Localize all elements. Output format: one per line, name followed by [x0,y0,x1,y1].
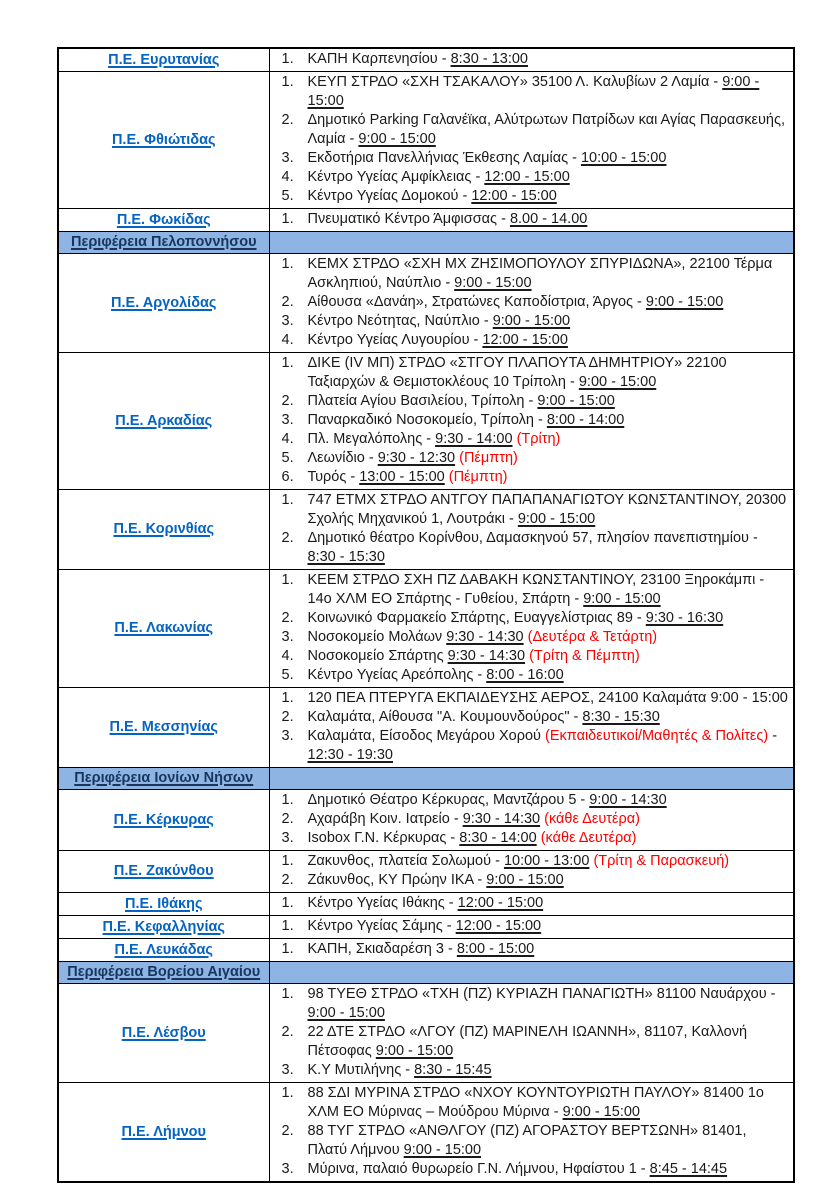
region-label-cell [58,570,269,688]
location-text: Κοινωνικό Φαρμακείο Σπάρτης, Ευαγγελίστριας 89 - [307,610,646,626]
item-number: 2. [281,530,294,546]
region-label-cell [58,916,269,939]
location-text: Κέντρο Υγείας Δομοκού - [307,188,472,204]
time-range: 8:30 - 13:00 [450,51,528,67]
location-item [270,73,790,111]
item-number: 1. [281,690,294,706]
item-text [308,1084,790,1122]
item-text [308,609,790,628]
schedule-table-body [58,48,794,1182]
item-number: 1. [281,256,294,272]
section-band-label-cell [58,232,269,254]
location-text: Δημοτικό Θέατρο Κέρκυρας, Μαντζάρου 5 - [307,792,590,808]
item-number: 2. [281,1024,294,1040]
item-number: 4. [281,332,294,348]
section-band-label-cell [58,962,269,984]
time-range: 9:00 - 15:00 [492,313,571,329]
location-item [270,449,790,468]
location-item [270,468,790,487]
location-item [270,810,790,829]
location-text: Πλ. Μεγαλόπολης - [307,431,436,447]
time-range: 12:00 - 15:00 [457,895,544,911]
time-range: 9:00 - 15:00 [454,275,532,291]
time-range: 12:00 - 15:00 [455,918,542,934]
item-number: 1. [281,355,294,371]
item-number: 1. [281,853,294,869]
region-link-arkadias[interactable]: Π.Ε. Αρκαδίας [115,412,213,429]
location-item [270,312,790,331]
location-text: Νοσοκομείο Σπάρτης [307,648,448,664]
time-range: 13:00 - 15:00 [359,469,445,485]
location-text: Ζακυνθος, πλατεία Σολωμού - [307,853,504,869]
locations-cell [269,490,794,570]
location-item [270,529,790,567]
time-range: 8:45 - 14:45 [649,1161,728,1177]
item-number: 4. [281,648,294,664]
item-number: 1. [281,941,294,957]
location-text: Κ.Υ Μυτιλήνης - [307,1062,415,1078]
item-number: 2. [281,709,294,725]
time-range: 9:30 - 16:30 [645,610,724,626]
time-range: 9:00 - 15:00 [562,1104,640,1120]
location-item [270,111,790,149]
section-link-ionion-nison[interactable]: Περιφέρεια Ιονίων Νήσων [74,770,254,786]
locations-cell [269,48,794,72]
item-text [308,829,790,848]
region-row-korinthias [58,490,794,570]
item-number: 3. [281,728,294,744]
item-number: 3. [281,830,294,846]
region-row-lesvou [58,984,794,1083]
region-row-limnou [58,1083,794,1183]
location-item [270,1061,790,1080]
location-item [270,871,790,890]
time-range: 8:30 - 15:30 [307,549,385,565]
region-link-korinthias[interactable]: Π.Ε. Κορινθίας [113,521,215,537]
region-row-ithakis [58,893,794,916]
location-text: - [768,728,778,744]
item-number: 2. [281,811,294,827]
locations-cell [269,790,794,851]
time-range: 8:30 - 15:45 [414,1062,492,1078]
locations-cell [269,688,794,768]
item-text [308,312,790,331]
location-text: Μύρινα, παλαιό θυρωρείο Γ.Ν. Λήμνου, Ηφαίστου 1 - [307,1161,650,1177]
section-band-peloponnisou [58,232,794,254]
item-number: 4. [281,169,294,185]
location-text: Καλαμάτα, Είσοδος Μεγάρου Χορού [307,728,546,744]
locations-cell [269,209,794,232]
region-label-cell [58,209,269,232]
item-number: 2. [281,610,294,626]
time-range: 9:00 - 15:00 [307,74,760,109]
time-range: 9:30 - 12:30 [377,450,456,466]
time-range: 8.00 - 14.00 [509,211,588,227]
location-text: Νοσοκομείο Μολάων [307,629,447,645]
item-text [308,666,790,685]
item-text [308,255,790,293]
location-text: Κέντρο Υγείας Ιθάκης - [307,895,458,911]
item-text [308,529,790,567]
item-text [308,491,790,529]
time-range: 12:00 - 15:00 [484,169,570,185]
location-item [270,940,790,959]
location-text: Κέντρο Υγείας Λυγουρίου - [307,332,483,348]
item-number: 1. [281,895,294,911]
region-row-kerkyras [58,790,794,851]
location-item [270,708,790,727]
location-item [270,411,790,430]
region-label-cell [58,254,269,353]
location-text: 98 ΤΥΕΘ ΣΤΡΔΟ «ΤΧΗ (ΠΖ) ΚΥΡΙΑΖΗ ΠΑΝΑΓΙΩΤΗ» 81100 Ναυάρχου - [307,986,776,1002]
region-link-fokidas[interactable]: Π.Ε. Φωκίδας [116,211,211,228]
item-text [308,411,790,430]
location-text: ΚΕΕΜ ΣΤΡΔΟ ΣΧΗ ΠΖ ΔΑΒΑΚΗ ΚΩΝΣΤΑΝΤΙΝΟΥ, 23100 Ξηροκάμπι - 14ο ΧΛΜ ΕΟ Σπάρτης - Γυθείου, Σπάρτη - [307,572,765,607]
section-link-voreiou-aigaiou[interactable]: Περιφέρεια Βορείου Αιγαίου [67,964,261,980]
region-link-lakonias[interactable]: Π.Ε. Λακωνίας [114,620,214,636]
day-note: (Τρίτη & Πέμπτη) [529,648,640,664]
item-number: 2. [281,112,294,128]
location-text: 120 ΠΕΑ ΠΤΕΡΥΓΑ ΕΚΠΑΙΔΕΥΣΗΣ ΑΕΡΟΣ, 24100 Καλαμάτα 9:00 - 15:00 [307,690,788,706]
location-item [270,255,790,293]
region-row-lakonias [58,570,794,688]
item-text [308,331,790,350]
location-item [270,894,790,913]
item-text [308,50,790,69]
item-text [308,449,790,468]
item-number: 5. [281,450,294,466]
time-range: 12:30 - 19:30 [307,747,393,763]
section-band-empty-cell [269,962,794,984]
region-label-cell [58,48,269,72]
location-text: ΚΑΠΗ, Σκιαδαρέση 3 - [307,941,457,957]
location-item [270,985,790,1023]
location-item [270,917,790,936]
location-item [270,50,790,69]
location-item [270,331,790,350]
region-label-cell [58,1083,269,1183]
item-text [308,985,790,1023]
location-text: Κέντρο Νεότητας, Ναύπλιο - [307,313,493,329]
time-range: 9:00 - 15:00 [307,1005,385,1021]
region-link-zakynthou[interactable]: Π.Ε. Ζακύνθου [113,863,214,879]
day-note: (κάθε Δευτέρα) [544,811,640,827]
item-text [308,468,790,487]
item-number: 1. [281,51,294,67]
location-text: Παναρκαδικό Νοσοκομείο, Τρίπολη - [307,412,547,428]
location-item [270,727,790,765]
region-label-cell [58,72,269,209]
item-text [308,430,790,449]
location-item [270,1023,790,1061]
item-text [308,689,790,708]
item-text [308,187,790,206]
item-text [308,1122,790,1160]
item-text [308,1023,790,1061]
locations-cell [269,1083,794,1183]
location-text: Δημοτικό Parking Γαλανέϊκα, Αλύτρωτων Πατρίδων και Αγίας Παρασκευής, Λαμία - [307,112,785,147]
section-band-ionion-nison [58,768,794,790]
location-item [270,647,790,666]
time-range: 8:00 - 16:00 [486,667,564,683]
time-range: 8:30 - 15:30 [582,709,660,725]
day-note: (κάθε Δευτέρα) [540,830,637,846]
item-text [308,1061,790,1080]
time-range: 9:00 - 15:00 [358,131,436,147]
item-text [308,810,790,829]
time-range: 8:00 - 15:00 [456,941,535,957]
region-link-kefallinias[interactable]: Π.Ε. Κεφαλληνίας [102,918,225,935]
region-label-cell [58,790,269,851]
region-row-arkadias [58,353,794,490]
item-number: 3. [281,1161,294,1177]
day-note: (Τρίτη) [516,431,561,447]
location-text: 88 ΣΔΙ ΜΥΡΙΝΑ ΣΤΡΔΟ «ΝΧΟΥ ΚΟΥΝΤΟΥΡΙΩΤΗ ΠΑΥΛΟΥ» 81400 1ο ΧΛΜ ΕΟ Μύρινας – Μούδρου Μύρινα - [307,1085,764,1120]
location-text: Κέντρο Υγείας Σάμης - [307,918,456,934]
time-range: 10:00 - 15:00 [580,150,667,166]
day-note: (Πέμπτη) [448,469,508,485]
region-label-cell [58,490,269,570]
item-text [308,149,790,168]
location-item [270,1160,790,1179]
location-item [270,791,790,810]
time-range: 8:30 - 14:00 [459,830,537,846]
location-item [270,689,790,708]
location-item [270,609,790,628]
location-item [270,149,790,168]
location-item [270,210,790,229]
time-range: 9:30 - 14:30 [446,629,524,645]
item-number: 1. [281,211,294,227]
item-text [308,708,790,727]
item-text [308,647,790,666]
vaccination-locations-table [57,47,795,1183]
region-link-argolidas[interactable]: Π.Ε. Αργολίδας [111,294,217,311]
location-text: ΔΙΚΕ (IV ΜΠ) ΣΤΡΔΟ «ΣΤΓΟΥ ΠΛΑΠΟΥΤΑ ΔΗΜΗΤΡΙΟΥ» 22100 Ταξιαρχών & Θεμιστοκλέους 10 Τρίπολη - [307,355,727,390]
region-row-fthiotidas [58,72,794,209]
item-number: 3. [281,150,294,166]
location-text: 747 ΕΤΜΧ ΣΤΡΔΟ ΑΝΤΓΟΥ ΠΑΠΑΠΑΝΑΓΙΩΤΟΥ ΚΩΝΣΤΑΝΤΙΝΟΥ, 20300 Σχολής Μηχανικού 1, Λουτράκι - [307,492,787,527]
location-item [270,430,790,449]
item-number: 1. [281,572,294,588]
item-text [308,168,790,187]
item-number: 2. [281,393,294,409]
region-link-limnou[interactable]: Π.Ε. Λήμνου [121,1123,206,1140]
time-range: 12:00 - 15:00 [482,332,568,348]
locations-cell [269,254,794,353]
region-row-evrytanias [58,48,794,72]
location-text: Δημοτικό θέατρο Κορίνθου, Δαμασκηνού 57, πλησίον πανεπιστημίου - [307,530,758,546]
region-label-cell [58,939,269,962]
region-row-zakynthou [58,851,794,893]
location-text: Καλαμάτα, Αίθουσα "Α. Κουμουνδούρος" - [307,709,583,725]
location-text: Κέντρο Υγείας Αρεόπολης - [307,667,487,683]
locations-cell [269,939,794,962]
region-row-lefkadas [58,939,794,962]
locations-cell [269,916,794,939]
day-note: (Εκπαιδευτικοί/Μαθητές & Πολίτες) [545,728,769,744]
locations-cell [269,893,794,916]
region-label-cell [58,353,269,490]
item-number: 1. [281,918,294,934]
time-range: 8:00 - 14:00 [546,412,625,428]
location-item [270,628,790,647]
section-link-peloponnisou[interactable]: Περιφέρεια Πελοποννήσου [70,234,257,250]
region-row-argolidas [58,254,794,353]
item-text [308,111,790,149]
time-range: 9:00 - 15:00 [537,393,615,409]
location-item [270,852,790,871]
region-label-cell [58,893,269,916]
time-range: 9:00 - 15:00 [517,511,596,527]
region-label-cell [58,984,269,1083]
item-text [308,852,790,871]
location-item [270,491,790,529]
item-number: 1. [281,74,294,90]
time-range: 9:00 - 15:00 [403,1142,482,1158]
location-text: Αίθουσα «Δανάη», Στρατώνες Καποδίστρια, Άργος - [307,294,646,310]
time-range: 10:00 - 13:00 [503,853,590,869]
section-band-label-cell [58,768,269,790]
location-text: ΚΑΠΗ Καρπενησίου - [307,51,451,67]
item-number: 3. [281,313,294,329]
section-band-empty-cell [269,768,794,790]
region-row-fokidas [58,209,794,232]
time-range: 9:00 - 15:00 [583,591,661,607]
region-label-cell [58,688,269,768]
day-note: (Δευτέρα & Τετάρτη) [527,629,658,645]
item-number: 4. [281,431,294,447]
item-number: 5. [281,667,294,683]
item-number: 2. [281,1123,294,1139]
item-number: 3. [281,412,294,428]
item-number: 5. [281,188,294,204]
location-item [270,354,790,392]
item-text [308,871,790,890]
location-item [270,168,790,187]
item-text [308,293,790,312]
time-range: 9:00 - 14:30 [589,792,667,808]
region-link-lefkadas[interactable]: Π.Ε. Λευκάδας [114,941,213,958]
time-range: 9:30 - 14:30 [447,648,526,664]
location-text: ΚΕΜΧ ΣΤΡΔΟ «ΣΧΗ ΜΧ ΖΗΣΙΜΟΠΟΥΛΟΥ ΣΠΥΡΙΔΩΝΑ», 22100 Τέρμα Ασκληπιού, Ναύπλιο - [307,256,773,291]
region-link-ithakis[interactable]: Π.Ε. Ιθάκης [125,895,203,912]
item-text [308,210,790,229]
section-band-empty-cell [269,232,794,254]
time-range: 9:00 - 15:00 [486,872,564,888]
location-item [270,1122,790,1160]
region-row-kefallinias [58,916,794,939]
item-number: 1. [281,792,294,808]
time-range: 9:00 - 15:00 [645,294,724,310]
location-text: Τυρός - [307,469,360,485]
location-text: Κέντρο Υγείας Αμφίκλειας - [307,169,485,185]
location-text: Πλατεία Αγίου Βασιλείου, Τρίπολη - [307,393,538,409]
item-text [308,354,790,392]
item-text [308,791,790,810]
locations-cell [269,353,794,490]
time-range: 12:00 - 15:00 [471,188,557,204]
item-number: 6. [281,469,294,485]
item-number: 2. [281,872,294,888]
locations-cell [269,984,794,1083]
item-text [308,727,790,765]
item-text [308,917,790,936]
region-row-messinias [58,688,794,768]
location-text: Isobox Γ.Ν. Κέρκυρας - [307,830,460,846]
region-label-cell [58,851,269,893]
item-text [308,894,790,913]
location-item [270,571,790,609]
location-text: 88 ΤΥΓ ΣΤΡΔΟ «ΑΝΘΛΓΟΥ (ΠΖ) ΑΓΟΡΑΣΤΟΥ ΒΕΡΤΣΩΝΗ» 81401, Πλατύ Λήμνου [307,1123,747,1158]
item-text [308,73,790,111]
day-note: (Τρίτη & Παρασκευή) [593,853,730,869]
region-link-fthiotidas[interactable]: Π.Ε. Φθιώτιδας [111,131,216,148]
item-text [308,392,790,411]
location-text: Εκδοτήρια Πανελλήνιας Έκθεσης Λαμίας - [307,150,581,166]
item-number: 3. [281,629,294,645]
region-link-kerkyras[interactable]: Π.Ε. Κέρκυρας [113,811,214,828]
locations-cell [269,72,794,209]
location-text: Πνευματικό Κέντρο Άμφισσας - [307,211,510,227]
time-range: 9:00 - 15:00 [375,1043,454,1059]
item-text [308,571,790,609]
region-link-messinias[interactable]: Π.Ε. Μεσσηνίας [109,719,218,735]
location-text: Ζάκυνθος, ΚΥ Πρώην ΙΚΑ - [307,872,487,888]
location-text: Αχαράβη Κοιν. Ιατρείο - [307,811,463,827]
location-item [270,666,790,685]
time-range: 9:00 - 15:00 [578,374,657,390]
item-number: 3. [281,1062,294,1078]
location-item [270,829,790,848]
item-text [308,940,790,959]
locations-cell [269,570,794,688]
region-link-lesvou[interactable]: Π.Ε. Λέσβου [121,1024,206,1041]
time-range: 9:30 - 14:30 [462,811,541,827]
location-item [270,392,790,411]
location-item [270,293,790,312]
item-number: 1. [281,986,294,1002]
item-text [308,1160,790,1179]
item-number: 1. [281,492,294,508]
location-text: ΚΕΥΠ ΣΤΡΔΟ «ΣΧΗ ΤΣΑΚΑΛΟΥ» 35100 Λ. Καλυβίων 2 Λαμία - [307,74,723,90]
locations-cell [269,851,794,893]
section-band-voreiou-aigaiou [58,962,794,984]
item-text [308,628,790,647]
time-range: 9:30 - 14:00 [435,431,513,447]
item-number: 2. [281,294,294,310]
location-text: Λεωνίδιο - [307,450,378,466]
region-link-evrytanias[interactable]: Π.Ε. Ευρυτανίας [108,51,220,68]
location-text: 22 ΔΤΕ ΣΤΡΔΟ «ΛΓΟΥ (ΠΖ) ΜΑΡΙΝΕΛΗ ΙΩΑΝΝΗ», 81107, Καλλονή Πέτσοφας [307,1024,748,1059]
location-item [270,1084,790,1122]
item-number: 1. [281,1085,294,1101]
location-item [270,187,790,206]
day-note: (Πέμπτη) [459,450,518,466]
